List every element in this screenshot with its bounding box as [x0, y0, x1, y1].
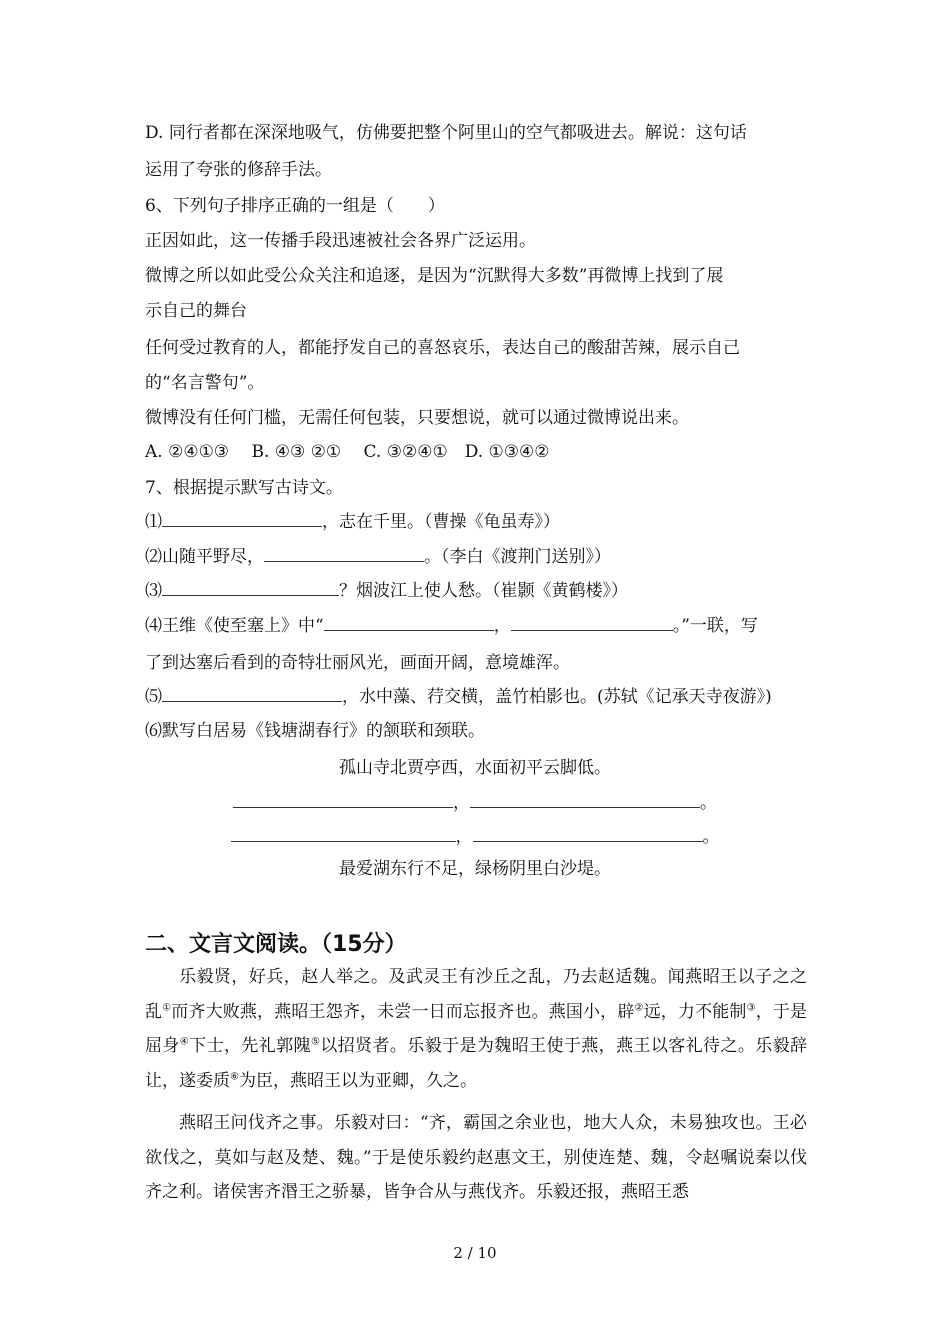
- answer-blank[interactable]: [233, 792, 453, 808]
- q6-sentence-4: 微博没有任何门槛，无需任何包装，只要想说，就可以通过微博说出来。: [145, 408, 689, 428]
- footnote-marker: ⑤: [310, 1036, 321, 1048]
- q6-sentence-1: 正因如此，这一传播手段迅速被社会各界广泛运用。: [145, 231, 536, 251]
- poem-last-line: 最爱湖东行不足，绿杨阴里白沙堤。: [339, 859, 611, 879]
- text-run: ，于是屈身: [145, 1001, 807, 1056]
- item-suffix: 。”一联，写: [672, 616, 758, 636]
- item-number: ⑶: [145, 581, 162, 601]
- q6-sentence-2-line2: 示自己的舞台: [145, 301, 247, 321]
- q6-title: 6、下列句子排序正确的一组是（ ）: [145, 196, 445, 216]
- passage-paragraph-1: [145, 960, 807, 1098]
- text-run: 下士，先礼郭隗: [189, 1036, 311, 1056]
- q7-item-3: [145, 580, 628, 602]
- item-separator: ，: [493, 616, 511, 636]
- item-text: 。（李白《渡荆门送别》）: [424, 547, 611, 567]
- answer-blank[interactable]: [162, 580, 339, 596]
- text-run: 为臣，燕昭王以为亚卿，久之。: [238, 1070, 477, 1091]
- poem-first-line: 孤山寺北贾亭西，水面初平云脚低。: [339, 758, 611, 778]
- q7-item-4-line2: 了到达塞后看到的奇特壮丽风光，画面开阔，意境雄浑。: [145, 653, 570, 673]
- footnote-marker: ③: [746, 1001, 756, 1013]
- footnote-marker: ②: [634, 1001, 644, 1013]
- q6-sentence-3-line2: 的“名言警句”。: [145, 373, 265, 393]
- poem-comma: ，: [455, 827, 473, 847]
- item-text: ，水中藻、荇交横，盖竹柏影也。(苏轼《记承天寺夜游》): [342, 687, 772, 707]
- poem-comma: ，: [453, 793, 470, 813]
- q6-sentence-2-line1: 微博之所以如此受公众关注和追逐，是因为“沉默得大多数”再微博上找到了展: [145, 266, 724, 286]
- answer-blank[interactable]: [162, 686, 342, 702]
- answer-blank[interactable]: [324, 615, 494, 631]
- q7-item-5: [145, 686, 772, 708]
- answer-blank[interactable]: [511, 615, 673, 631]
- q5-option-d-line2: 运用了夸张的修辞手法。: [145, 160, 332, 180]
- poem-blank-line-2: [0, 826, 950, 848]
- poem-period: 。: [702, 827, 720, 847]
- section-heading: 二、文言文阅读。（15分）: [145, 932, 407, 957]
- answer-blank[interactable]: [264, 546, 424, 562]
- answer-blank[interactable]: [231, 826, 456, 842]
- item-number: ⑷: [145, 616, 162, 636]
- footnote-marker: ④: [179, 1036, 190, 1048]
- answer-blank[interactable]: [473, 826, 703, 842]
- q5-option-d-line1: D. 同行者都在深深地吸气，仿佛要把整个阿里山的空气都吸进去。解说：这句话: [145, 123, 747, 143]
- poem-blank-line-1: [0, 792, 950, 814]
- item-number: ⑹: [145, 721, 162, 741]
- q7-title: 7、根据提示默写古诗文。: [145, 478, 343, 498]
- item-number: ⑸: [145, 687, 162, 707]
- q7-item-2: [145, 546, 611, 568]
- q6-options: A. ②④①③ B. ④③ ②① C. ③②④① D. ①③④②: [145, 442, 550, 462]
- text-run: 乐毅贤，好兵，赵人举之。及武灵王有沙丘之乱，乃去赵适魏。闻燕昭王以子之之乱: [145, 967, 807, 1022]
- item-prefix: 山随平野尽，: [162, 547, 264, 567]
- q7-item-4: [145, 615, 758, 637]
- item-text: 默写白居易《钱塘湖春行》的颔联和颈联。: [162, 721, 485, 741]
- page-number: 2 / 10: [453, 1244, 497, 1262]
- passage-paragraph-2: 燕昭王问伐齐之事。乐毅对曰：“齐，霸国之余业也，地大人众，未易独攻也。王必欲伐之，莫如与赵及楚、魏。”于是使乐毅约赵惠文王，别使连楚、魏，令赵嘱说秦以伐齐之利。诸侯害齐湣王之骄暴，皆争合从与燕伐齐。乐毅还报，燕昭王悉: [145, 1113, 807, 1202]
- answer-blank[interactable]: [470, 792, 700, 808]
- answer-blank[interactable]: [162, 511, 322, 527]
- item-number: ⑴: [145, 512, 162, 532]
- q6-sentence-3-line1: 任何受过教育的人，都能抒发自己的喜怒哀乐，表达自己的酸甜苦辣，展示自己: [145, 338, 740, 358]
- item-number: ⑵: [145, 547, 162, 567]
- item-text: ，志在千里。（曹操《龟虽寿》）: [322, 512, 560, 532]
- footnote-marker: ①: [162, 1001, 172, 1013]
- item-text: ？烟波江上使人愁。（崔颢《黄鹤楼》）: [339, 581, 628, 601]
- text-run: 而齐大败燕，燕昭王怨齐，未尝一日而忘报齐也。燕国小，辟: [171, 1001, 635, 1022]
- q7-item-1: [145, 511, 560, 533]
- item-prefix: 王维《使至塞上》中“: [162, 616, 324, 636]
- poem-period: 。: [700, 793, 717, 813]
- text-run: 以招贤者。乐毅于是为魏昭王使于燕，燕王以客礼待之。乐毅辞让，遂委质: [145, 1036, 808, 1091]
- text-run: 远，力不能制: [643, 1001, 747, 1022]
- q7-item-6: [145, 720, 485, 742]
- footnote-marker: ⑥: [230, 1070, 239, 1082]
